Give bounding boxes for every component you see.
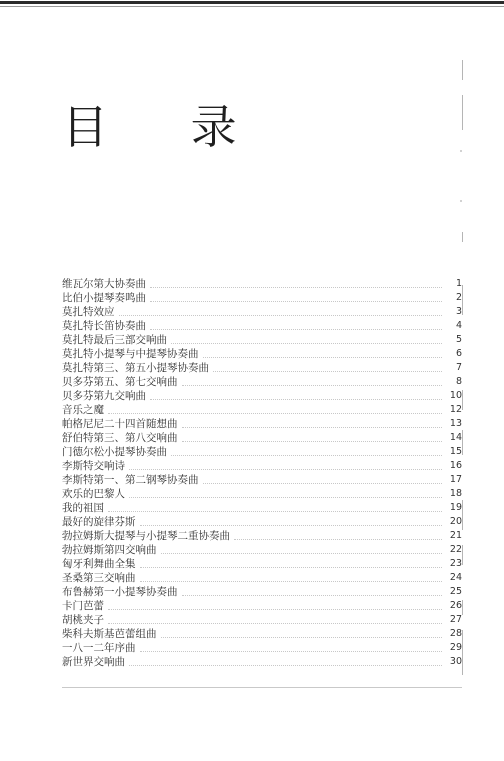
toc-entry-title: 音乐之魔	[62, 404, 104, 416]
toc-entry-page: 28	[449, 628, 462, 639]
toc-leader-dots	[182, 595, 443, 596]
toc-entry-page: 22	[449, 544, 462, 555]
toc-entry-title: 卡门芭蕾	[62, 600, 104, 612]
toc-leader-dots	[203, 483, 443, 484]
toc-entry-title: 勃拉姆斯第四交响曲	[62, 544, 157, 556]
toc-entry	[62, 599, 462, 613]
toc-entry	[62, 445, 462, 459]
top-border-rule	[0, 1, 504, 4]
toc-entry-page: 3	[455, 306, 462, 317]
toc-leader-dots	[161, 553, 443, 554]
toc-entry-page: 13	[449, 418, 462, 429]
page-title: 目 录	[62, 99, 271, 154]
toc-entry	[62, 571, 462, 585]
toc-entry-page: 15	[449, 446, 462, 457]
toc-entry-title: 我的祖国	[62, 502, 104, 514]
toc-entry-page: 19	[449, 502, 462, 513]
toc-leader-dots	[140, 651, 443, 652]
toc-entry-page: 29	[449, 642, 462, 653]
bottom-rule	[62, 687, 462, 688]
toc-entry-title: 一八一二年序曲	[62, 642, 136, 654]
toc-entry-title: 莫扎特效应	[62, 306, 115, 318]
toc-entry-title: 圣桑第三交响曲	[62, 572, 136, 584]
margin-mark	[462, 285, 463, 315]
toc-entry	[62, 347, 462, 361]
toc-entry-title: 最好的旋律芬斯	[62, 516, 136, 528]
toc-entry-page: 23	[449, 558, 462, 569]
toc-entry-title: 匈牙利舞曲全集	[62, 558, 136, 570]
toc-entry-title: 勃拉姆斯大提琴与小提琴二重协奏曲	[62, 530, 230, 542]
toc-leader-dots	[182, 441, 443, 442]
toc-entry	[62, 557, 462, 571]
toc-leader-dots	[171, 455, 442, 456]
toc-entry-title: 比伯小提琴奏鸣曲	[62, 292, 146, 304]
toc-entry	[62, 641, 462, 655]
toc-leader-dots	[129, 469, 442, 470]
toc-entry-title: 莫扎特最后三部交响曲	[62, 334, 167, 346]
toc-leader-dots	[108, 511, 442, 512]
toc-entry	[62, 291, 462, 305]
toc-entry-title: 莫扎特长笛协奏曲	[62, 320, 146, 332]
toc-entry	[62, 459, 462, 473]
toc-entry-page: 1	[455, 278, 462, 289]
toc-entry-page: 10	[449, 390, 462, 401]
toc-entry-title: 李斯特交响诗	[62, 460, 125, 472]
toc-leader-dots	[108, 623, 442, 624]
margin-mark	[462, 60, 463, 80]
toc-entry-page: 17	[449, 474, 462, 485]
toc-entry-title: 维瓦尔第大协奏曲	[62, 278, 146, 290]
margin-mark	[462, 232, 463, 242]
toc-leader-dots	[150, 287, 442, 288]
toc-entry-page: 25	[449, 586, 462, 597]
toc-leader-dots	[108, 609, 442, 610]
margin-mark	[462, 95, 463, 130]
toc-leader-dots	[182, 385, 443, 386]
toc-entry-title: 欢乐的巴黎人	[62, 488, 125, 500]
toc-entry	[62, 431, 462, 445]
toc-entry	[62, 585, 462, 599]
toc-entry-title: 贝多芬第五、第七交响曲	[62, 376, 178, 388]
toc-leader-dots	[171, 343, 442, 344]
table-of-contents	[62, 277, 462, 669]
margin-speck	[460, 150, 462, 152]
toc-entry-title: 莫扎特小提琴与中提琴协奏曲	[62, 348, 199, 360]
toc-entry	[62, 305, 462, 319]
toc-entry	[62, 277, 462, 291]
toc-entry-page: 27	[449, 614, 462, 625]
toc-entry-page: 8	[455, 376, 462, 387]
toc-leader-dots	[129, 665, 442, 666]
toc-entry-title: 莫扎特第三、第五小提琴协奏曲	[62, 362, 209, 374]
toc-entry-page: 6	[455, 348, 462, 359]
margin-mark	[462, 390, 463, 410]
toc-leader-dots	[203, 357, 443, 358]
toc-leader-dots	[119, 315, 443, 316]
toc-entry-page: 2	[455, 292, 462, 303]
toc-leader-dots	[140, 525, 443, 526]
toc-entry-title: 贝多芬第九交响曲	[62, 390, 146, 402]
margin-mark	[462, 545, 463, 565]
toc-entry	[62, 501, 462, 515]
toc-entry-page: 7	[455, 362, 462, 373]
toc-entry-title: 新世界交响曲	[62, 656, 125, 668]
toc-entry	[62, 417, 462, 431]
toc-entry-title: 舒伯特第三、第八交响曲	[62, 432, 178, 444]
toc-leader-dots	[150, 329, 442, 330]
toc-leader-dots	[234, 539, 442, 540]
toc-leader-dots	[150, 399, 442, 400]
toc-entry-title: 李斯特第一、第二钢琴协奏曲	[62, 474, 199, 486]
toc-entry-page: 24	[449, 572, 462, 583]
toc-entry-title: 胡桃夹子	[62, 614, 104, 626]
toc-entry	[62, 613, 462, 627]
toc-leader-dots	[140, 567, 443, 568]
toc-leader-dots	[108, 413, 442, 414]
margin-mark	[462, 630, 463, 675]
toc-entry	[62, 333, 462, 347]
toc-entry-title: 柴科夫斯基芭蕾组曲	[62, 628, 157, 640]
toc-entry-page: 16	[449, 460, 462, 471]
toc-entry	[62, 375, 462, 389]
toc-leader-dots	[182, 427, 443, 428]
toc-entry-page: 30	[449, 656, 462, 667]
toc-entry-page: 12	[449, 404, 462, 415]
toc-leader-dots	[150, 301, 442, 302]
toc-entry	[62, 403, 462, 417]
toc-entry-page: 20	[449, 516, 462, 527]
toc-entry	[62, 529, 462, 543]
toc-entry	[62, 473, 462, 487]
toc-entry-page: 21	[449, 530, 462, 541]
toc-entry-page: 5	[455, 334, 462, 345]
toc-leader-dots	[213, 371, 442, 372]
toc-entry	[62, 319, 462, 333]
toc-entry-title: 布鲁赫第一小提琴协奏曲	[62, 586, 178, 598]
toc-entry	[62, 515, 462, 529]
toc-leader-dots	[129, 497, 442, 498]
margin-mark	[462, 430, 463, 455]
toc-entry	[62, 627, 462, 641]
toc-entry-page: 26	[449, 600, 462, 611]
toc-entry-title: 门德尔松小提琴协奏曲	[62, 446, 167, 458]
toc-entry	[62, 655, 462, 669]
toc-entry	[62, 361, 462, 375]
toc-entry-title: 帕格尼尼二十四首随想曲	[62, 418, 178, 430]
toc-entry-page: 4	[455, 320, 462, 331]
top-border-thin-rule	[0, 6, 504, 7]
margin-speck	[460, 200, 462, 202]
toc-leader-dots	[161, 637, 443, 638]
toc-entry	[62, 389, 462, 403]
toc-entry	[62, 487, 462, 501]
toc-leader-dots	[140, 581, 443, 582]
toc-entry-page: 18	[449, 488, 462, 499]
toc-entry-page: 14	[449, 432, 462, 443]
margin-mark	[462, 600, 463, 615]
margin-mark	[462, 500, 463, 530]
toc-entry	[62, 543, 462, 557]
